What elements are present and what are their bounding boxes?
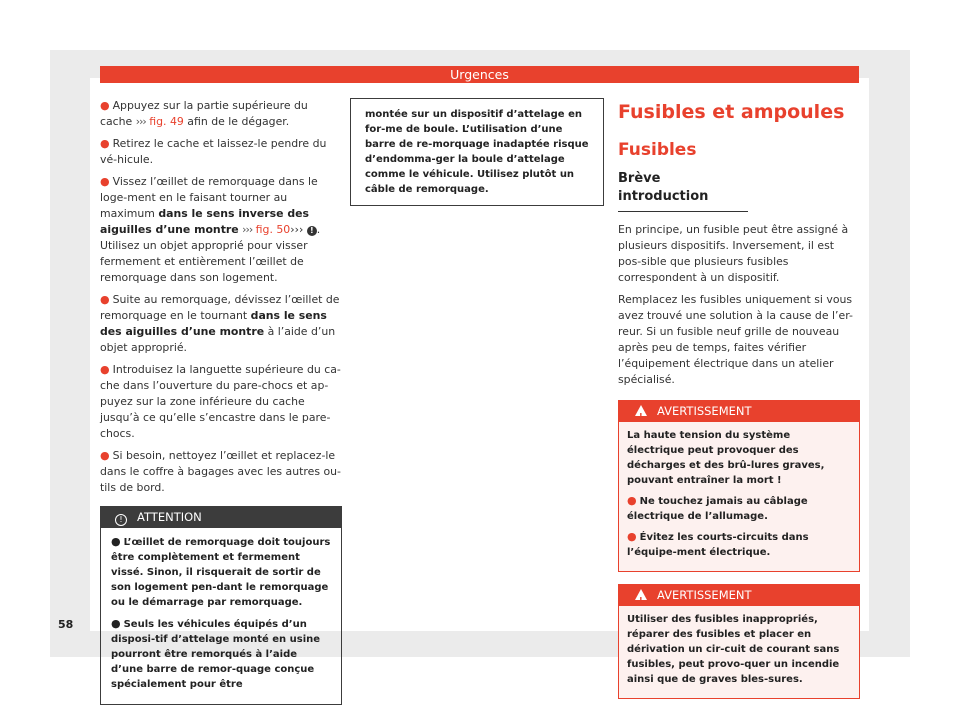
warning-lead: La haute tension du système électrique peut provoquer des décharges et des brû-lures graves, pouvant entraîner la mort ! — [627, 430, 825, 486]
step-item: ● Si besoin, nettoyez l’œillet et replacez-le dans le coffre à bagages avec les autres ou-tils de bord. — [100, 449, 341, 494]
bullet-icon: ● — [100, 363, 110, 376]
warning-triangle-icon — [635, 589, 647, 600]
step-item: ● Introduisez la languette supérieure du ca-che dans l’ouverture du pare-chocs et ap-puyez sur la zone inférieure du cache jusqu’à ce qu’elle s’encastre dans le pare-chocs. — [100, 363, 341, 440]
section-title: Fusibles et ampoules — [618, 101, 845, 123]
bullet-icon: ● — [627, 530, 637, 543]
bullet-icon: ● — [111, 617, 121, 630]
bullet-icon: ● — [111, 535, 121, 548]
attention-icon: ! — [115, 514, 127, 526]
attention-box — [100, 506, 342, 705]
bullet-icon: ● — [100, 293, 110, 306]
subsection-title: Fusibles — [618, 140, 697, 160]
warning-body — [619, 606, 859, 698]
step-item: ● Appuyez sur la partie supérieure du cache ››› fig. 49 afin de le dégager. — [100, 99, 308, 128]
warning-header: !AVERTISSEMENT — [619, 401, 859, 422]
warning-triangle-icon — [635, 405, 647, 416]
warning-reference-icon[interactable]: ! — [307, 226, 317, 236]
bullet-icon: ● — [100, 99, 110, 112]
figure-link[interactable]: ››› fig. 50 — [242, 223, 291, 236]
warning-header: !AVERTISSEMENT — [619, 585, 859, 606]
attention-body — [101, 528, 341, 704]
warning-item: ● Ne touchez jamais au câblage électrique de l’allumage. — [627, 494, 808, 522]
column-right — [618, 98, 860, 699]
attention-header: ! ATTENTION — [101, 507, 341, 528]
bullet-icon: ● — [100, 175, 110, 188]
attention-item: ● L’œillet de remorquage doit toujours être complètement et fermement vissé. Sinon, il risquerait de sortir de son logement pen-dant le remorquage ou le démarrage par remorquage. — [111, 535, 331, 608]
warning-item: ● Évitez les courts-circuits dans l’équipe-ment électrique. — [627, 530, 809, 558]
bullet-icon: ● — [100, 137, 110, 150]
warning-lead: Utiliser des fusibles inappropriés, réparer des fusibles et placer en dérivation un cir-cuit de courant sans fusibles, peut provo-quer un incendie ainsi que de graves bles-sures. — [627, 614, 840, 685]
step-item: ● Vissez l’œillet de remorquage dans le loge-ment en le faisant tourner au maximum dans le sens inverse des aiguilles d’une montre ››› fig. 50››› ! . Utilisez un objet approprié pour visser fermement et entièrement l’œillet de remorquage dans son logement. — [100, 175, 321, 284]
page-number: 58 — [58, 618, 74, 631]
intro-paragraph: En principe, un fusible peut être assigné à plusieurs dispositifs. Inversement, il est pos-sible que plusieurs fusibles correspondent à un dispositif. — [618, 223, 849, 284]
intro-heading: Brève introduction — [618, 170, 748, 212]
bullet-icon: ● — [627, 494, 637, 507]
warning-box — [618, 584, 860, 699]
attention-continued-text: montée sur un dispositif d’attelage en for-me de boule. L’utilisation d’une barre de re-morquage inadaptée risque d’endomma-ger la boule d’attelage comme le véhicule. Utilisez plutôt un câble de remorquage. — [365, 109, 589, 195]
bullet-icon: ● — [100, 449, 110, 462]
column-middle — [350, 98, 604, 206]
step-item: ● Suite au remorquage, dévissez l’œillet de remorquage en le tournant dans le sens des aiguilles d’une montre à l’aide d’un objet approprié. — [100, 293, 340, 354]
figure-link[interactable]: ››› fig. 49 — [135, 115, 184, 128]
warning-body — [619, 422, 859, 571]
warning-box — [618, 400, 860, 572]
intro-paragraph: Remplacez les fusibles uniquement si vous avez trouvé une solution à la cause de l’er-reur. Si un fusible neuf grille de nouveau après peu de temps, faites vérifier l’équipement électrique dans un atelier spécialisé. — [618, 293, 853, 386]
step-item: ● Retirez le cache et laissez-le pendre du vé-hicule. — [100, 137, 327, 166]
attention-continued-box — [350, 98, 604, 206]
column-left — [100, 98, 342, 705]
attention-item: ● Seuls les véhicules équipés d’un disposi-tif d’attelage monté en usine pourront être remorqués à l’aide d’une barre de remor-quage conçue spécialement pour être — [111, 617, 321, 690]
chapter-header: Urgences — [100, 66, 859, 83]
